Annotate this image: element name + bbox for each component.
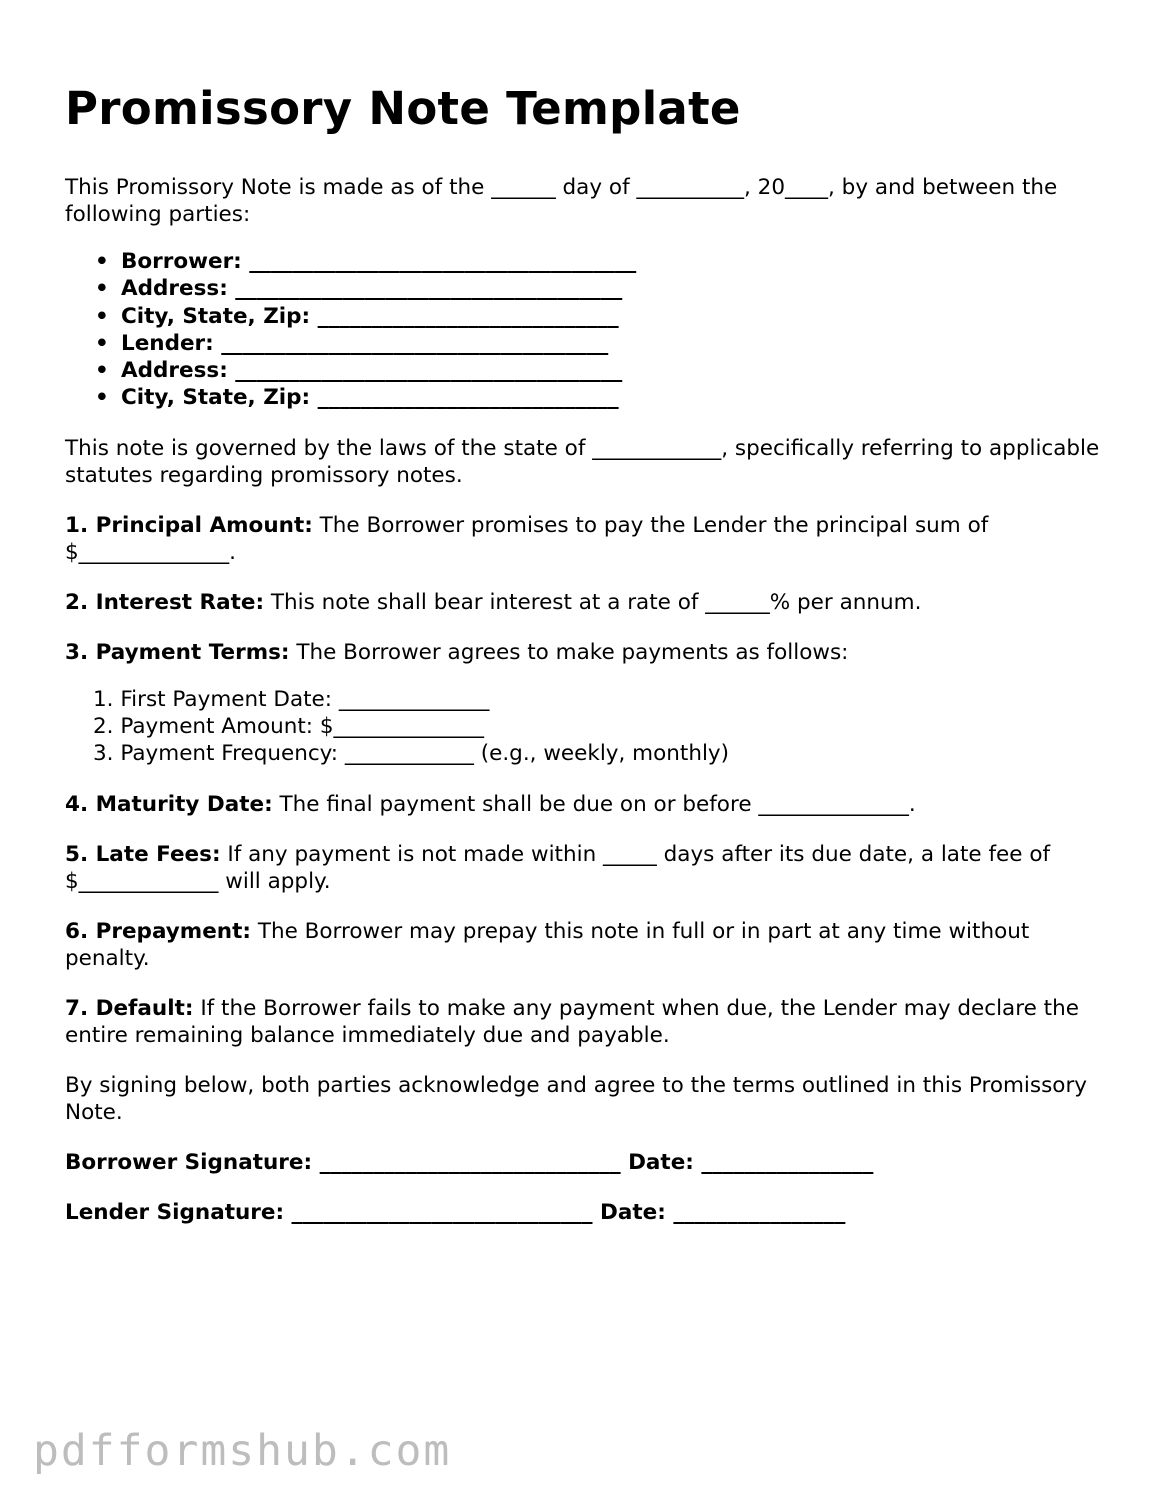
bullet-icon: • xyxy=(95,330,109,356)
payment-amount: 2. Payment Amount: $______________ xyxy=(93,714,485,740)
bullet-icon: • xyxy=(95,249,109,274)
lender-signature-line[interactable]: Lender Signature: ____________________________ Date: ________________ xyxy=(65,1199,846,1225)
lender-city-blank[interactable]: ____________________________ xyxy=(317,385,619,411)
party-borrower-city: • City, State, Zip: ____________________________ xyxy=(95,303,619,329)
watermark: pdfformshub.com xyxy=(33,1426,452,1476)
section-maturity: 4. Maturity Date: The final payment shall be due on or before ______________. xyxy=(65,791,916,817)
section-principal: 1. Principal Amount: The Borrower promises to pay the Lender the principal sum of $______________. xyxy=(65,512,989,565)
party-lender: • Lender: ____________________________________ xyxy=(95,330,609,356)
parties-list xyxy=(65,248,1115,412)
party-lender-address: • Address: ____________________________________ xyxy=(95,358,623,384)
lender-address-blank[interactable]: ____________________________________ xyxy=(235,358,623,384)
intro-paragraph: This Promissory Note is made as of the ______ day of __________, 20____, by and between the following parties: xyxy=(65,175,1058,227)
bullet-icon: • xyxy=(95,303,109,329)
lender-blank[interactable]: ____________________________________ xyxy=(221,330,609,356)
party-lender-city: • City, State, Zip: ____________________________ xyxy=(95,385,619,411)
party-borrower-address: • Address: ____________________________________ xyxy=(95,276,623,302)
bullet-icon: • xyxy=(95,358,109,384)
payment-terms-list xyxy=(65,686,1115,768)
party-borrower: • Borrower: ____________________________________ xyxy=(95,249,637,274)
borrower-blank[interactable]: ____________________________________ xyxy=(249,249,637,274)
borrower-address-blank[interactable]: ____________________________________ xyxy=(235,276,623,302)
section-default: 7. Default: If the Borrower fails to make any payment when due, the Lender may declare the entire remaining balance immediately due and payable. xyxy=(65,995,1079,1048)
section-prepayment: 6. Prepayment: The Borrower may prepay this note in full or in part at any time without penalty. xyxy=(65,918,1030,971)
section-payment-terms: 3. Payment Terms: The Borrower agrees to make payments as follows: xyxy=(65,639,849,665)
bullet-icon: • xyxy=(95,385,109,411)
borrower-city-blank[interactable]: ____________________________ xyxy=(317,303,619,329)
section-late-fees: 5. Late Fees: If any payment is not made within _____ days after its due date, a late fee of $_____________ will apply. xyxy=(65,841,1051,894)
governing-law-paragraph: This note is governed by the laws of the state of ____________, specifically referring to applicable statutes regarding promissory notes. xyxy=(65,435,1100,488)
closing-paragraph: By signing below, both parties acknowledge and agree to the terms outlined in this Promissory Note. xyxy=(65,1072,1088,1125)
payment-first-date: 1. First Payment Date: ______________ xyxy=(93,686,490,712)
section-interest: 2. Interest Rate: This note shall bear interest at a rate of ______% per annum. xyxy=(65,589,922,615)
document-page xyxy=(65,78,1115,1249)
payment-frequency: 3. Payment Frequency: ____________ (e.g., weekly, monthly) xyxy=(93,741,730,767)
borrower-signature-line[interactable]: Borrower Signature: ____________________________ Date: ________________ xyxy=(65,1149,874,1175)
page-title: Promissory Note Template xyxy=(65,82,741,135)
bullet-icon: • xyxy=(95,276,109,302)
